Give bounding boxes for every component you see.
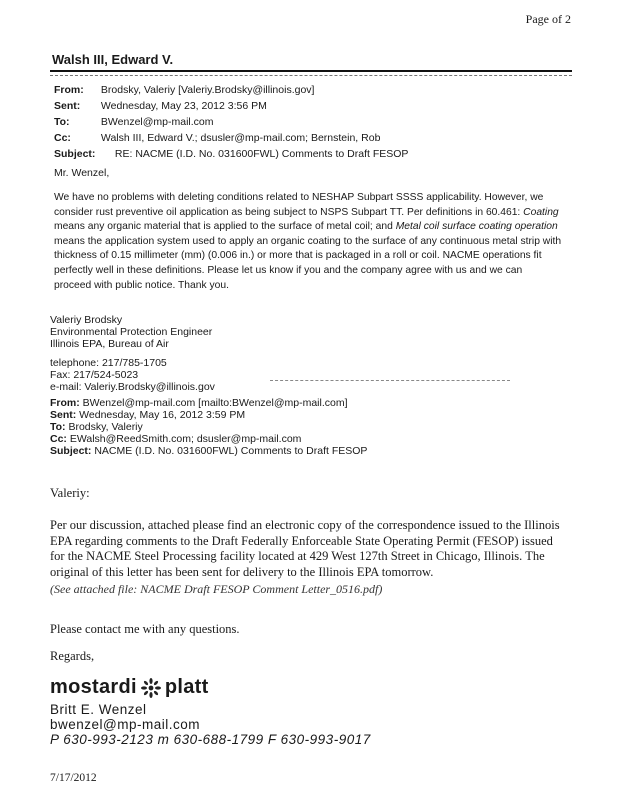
reply-subject-label: Subject: xyxy=(54,148,96,160)
fwd-cc-label: Cc: xyxy=(50,433,67,445)
reply-to-label: To: xyxy=(54,116,70,128)
reply-to-value: BWenzel@mp-mail.com xyxy=(100,116,214,128)
fwd-subject-row xyxy=(50,445,367,457)
footer-date: 7/17/2012 xyxy=(50,772,97,784)
reply-cc-label: Cc: xyxy=(54,132,71,144)
fwd-to-value: Brodsky, Valeriy xyxy=(68,421,143,433)
reply-sent-value: Wednesday, May 23, 2012 3:56 PM xyxy=(100,100,267,112)
reply-paragraph xyxy=(54,191,562,293)
fwd-subject-label: Subject: xyxy=(50,445,92,457)
fwd-subject-value: NACME (I.D. No. 031600FWL) Comments to Draft FESOP xyxy=(94,445,368,457)
fwd-cc-row xyxy=(50,433,301,445)
sig-title: Environmental Protection Engineer xyxy=(50,326,213,338)
fwd-from-value: BWenzel@mp-mail.com [mailto:BWenzel@mp-mail.com] xyxy=(82,397,348,409)
attachment-note[interactable]: (See attached file: NACME Draft FESOP Comment Letter_0516.pdf) xyxy=(50,582,383,596)
term-coating: Coating xyxy=(523,206,559,218)
body-closing: Please contact me with any questions. xyxy=(50,622,240,636)
reply-cc-value: Walsh III, Edward V.; dsusler@mp-mail.com; Bernstein, Rob xyxy=(100,132,381,144)
logo-text-right: platt xyxy=(164,676,209,698)
forward-separator xyxy=(270,380,510,381)
fwd-sent-label: Sent: xyxy=(50,409,77,421)
reply-text-1: We have no problems with deleting conditions related to NESHAP Subpart SSSS applicability. However, we consider rust preventive oil application as being subject to NSPS Subpart TT. Per definitions in 60.461: xyxy=(54,192,544,218)
sig-org: Illinois EPA, Bureau of Air xyxy=(50,338,169,350)
fwd-from-row xyxy=(50,397,348,409)
reply-subject-row xyxy=(54,148,408,160)
reply-subject-value: RE: NACME (I.D. No. 031600FWL) Comments to Draft FESOP xyxy=(114,148,409,160)
reply-text-2: means any organic material that is applied to the surface of metal coil; and xyxy=(54,221,393,233)
reply-sent-label: Sent: xyxy=(54,100,81,112)
reply-from-row xyxy=(54,84,314,96)
logo-flower-icon xyxy=(140,677,162,699)
fwd-from-label: From: xyxy=(50,397,80,409)
term-metal-coil: Metal coil surface coating operation xyxy=(395,221,558,233)
signature-email[interactable]: bwenzel@mp-mail.com xyxy=(50,717,200,732)
body-greeting: Valeriy: xyxy=(50,486,90,500)
reply-text-3: means the application system used to apply an organic coating to the surface of any continuous metal strip with thickness of 0.15 millimeter (mm) (0.006 in.) or more that is packaged in a roll or coil. NACME operations fit perfectly well in these definitions. Please let us know if you and the company agree with us and we can proceed with public notice. Thank you. xyxy=(54,235,562,291)
fwd-to-label: To: xyxy=(50,421,66,433)
signature-phone: P 630-993-2123 m 630-688-1799 F 630-993-9017 xyxy=(50,732,371,747)
fwd-sent-value: Wednesday, May 16, 2012 3:59 PM xyxy=(79,409,246,421)
sender-name: Walsh III, Edward V. xyxy=(52,52,174,67)
sig-name: Valeriy Brodsky xyxy=(50,314,123,326)
body-regards: Regards, xyxy=(50,649,95,663)
sig-phone: telephone: 217/785-1705 xyxy=(50,357,167,369)
reply-from-value: Brodsky, Valeriy [Valeriy.Brodsky@illinois.gov] xyxy=(100,84,315,96)
company-logo xyxy=(50,676,209,699)
header-divider xyxy=(50,70,572,72)
reply-from-label: From: xyxy=(54,84,84,96)
sig-email: e-mail: Valeriy.Brodsky@illinois.gov xyxy=(50,381,215,393)
sig-fax: Fax: 217/524-5023 xyxy=(50,369,139,381)
header-divider-dashed xyxy=(50,75,572,76)
reply-salutation: Mr. Wenzel, xyxy=(54,167,110,179)
logo-text-left: mostardi xyxy=(50,676,137,698)
fwd-cc-value: EWalsh@ReedSmith.com; dsusler@mp-mail.com xyxy=(69,433,302,445)
reply-to-row xyxy=(54,116,214,128)
body-paragraph: Per our discussion, attached please find an electronic copy of the correspondence issued to the Illinois EPA regarding comments to the Draft Federally Enforceable State Operating Permit (FESOP) issued for the NACME Steel Processing facility located at 429 West 127th Street in Chicago, Illinois. The original of this letter has been sent for delivery to the Illinois EPA tomorrow. xyxy=(50,518,560,579)
page-number: Page of 2 xyxy=(525,12,571,26)
fwd-sent-row xyxy=(50,409,245,421)
signature-name: Britt E. Wenzel xyxy=(50,702,147,717)
reply-cc-row xyxy=(54,132,380,144)
fwd-to-row xyxy=(50,421,143,433)
reply-sent-row xyxy=(54,100,267,112)
